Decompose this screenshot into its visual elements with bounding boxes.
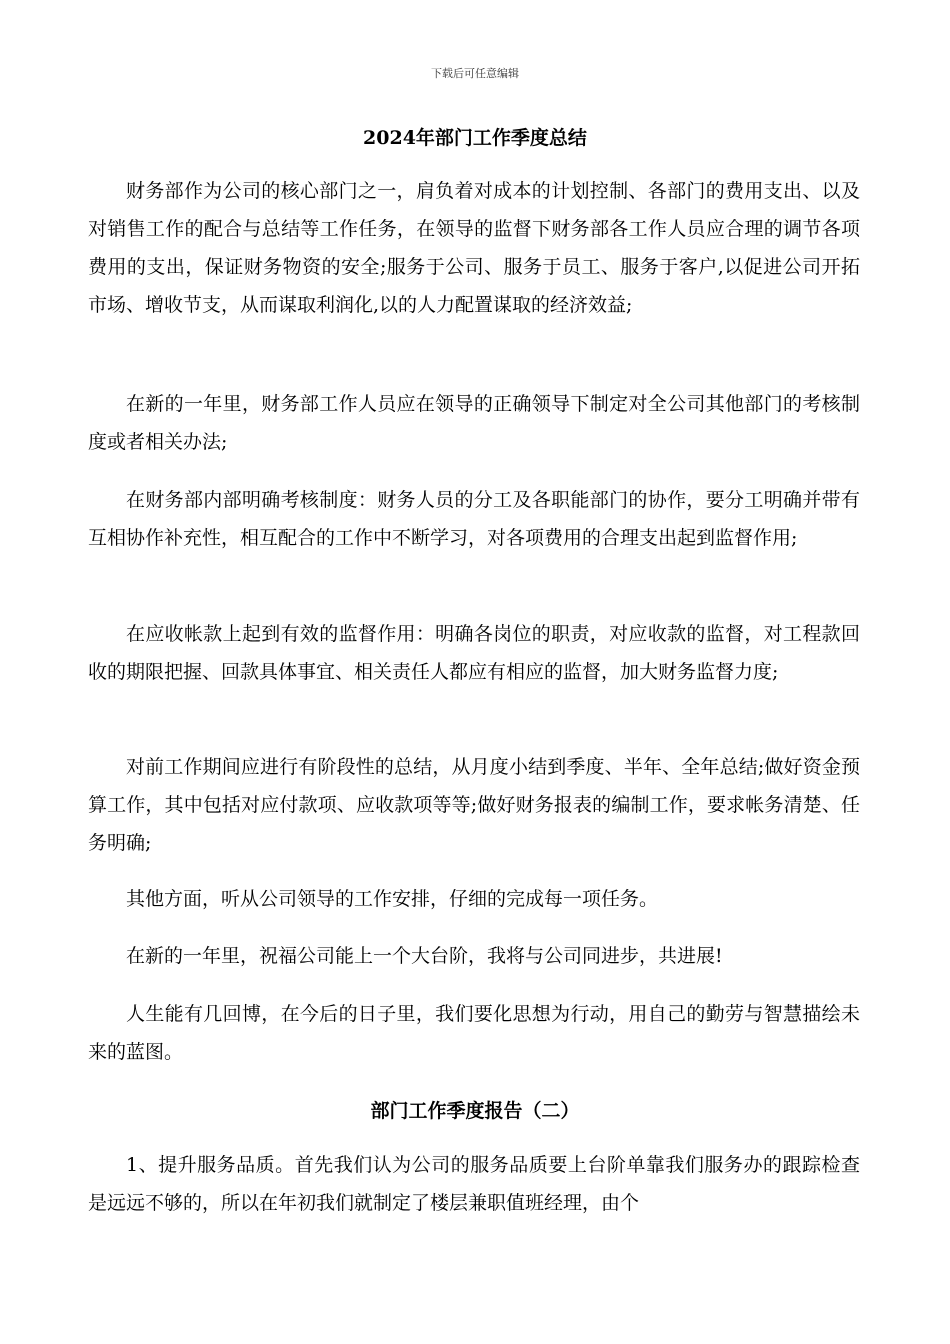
body-paragraph: 在新的一年里，祝福公司能上一个大台阶，我将与公司同进步，共进展! (126, 945, 723, 967)
body-paragraph: 其他方面，听从公司领导的工作安排，仔细的完成每一项任务。 (126, 888, 659, 910)
header-note: 下载后可任意编辑 (431, 67, 519, 80)
body-paragraph: 1、提升服务品质。首先我们认为公司的服务品质要上台阶单靠我们服务办的跟踪检查是远远不够的，所以在年初我们就制定了楼层兼职值班经理，由个 (88, 1154, 860, 1214)
body-paragraph: 人生能有几回博，在今后的日子里，我们要化思想为行动，用自己的勤劳与智慧描绘未来的蓝图。 (88, 1003, 860, 1063)
body-paragraph: 财务部作为公司的核心部门之一，肩负着对成本的计划控制、各部门的费用支出、以及对销售工作的配合与总结等工作任务，在领导的监督下财务部各工作人员应合理的调节各项费用的支出，保证财务物资的安全;服务于公司、服务于员工、服务于客户,以促进公司开拓市场、增收节支，从而谋取利润化,以的人力配置谋取的经济效益; (88, 180, 860, 316)
body-paragraph: 在应收帐款上起到有效的监督作用：明确各岗位的职责，对应收款的监督，对工程款回收的期限把握、回款具体事宜、相关责任人都应有相应的监督，加大财务监督力度; (88, 623, 860, 683)
body-paragraph: 在财务部内部明确考核制度：财务人员的分工及各职能部门的协作，要分工明确并带有互相协作补充性，相互配合的工作中不断学习，对各项费用的合理支出起到监督作用; (88, 489, 860, 549)
document-title: 2024年部门工作季度总结 (363, 127, 587, 149)
body-paragraph: 对前工作期间应进行有阶段性的总结，从月度小结到季度、半年、全年总结;做好资金预算工作，其中包括对应付款项、应收款项等等;做好财务报表的编制工作，要求帐务清楚、任务明确; (88, 756, 860, 854)
section-title: 部门工作季度报告（二） (370, 1100, 580, 1122)
body-paragraph: 在新的一年里，财务部工作人员应在领导的正确领导下制定对全公司其他部门的考核制度或者相关办法; (88, 393, 860, 453)
